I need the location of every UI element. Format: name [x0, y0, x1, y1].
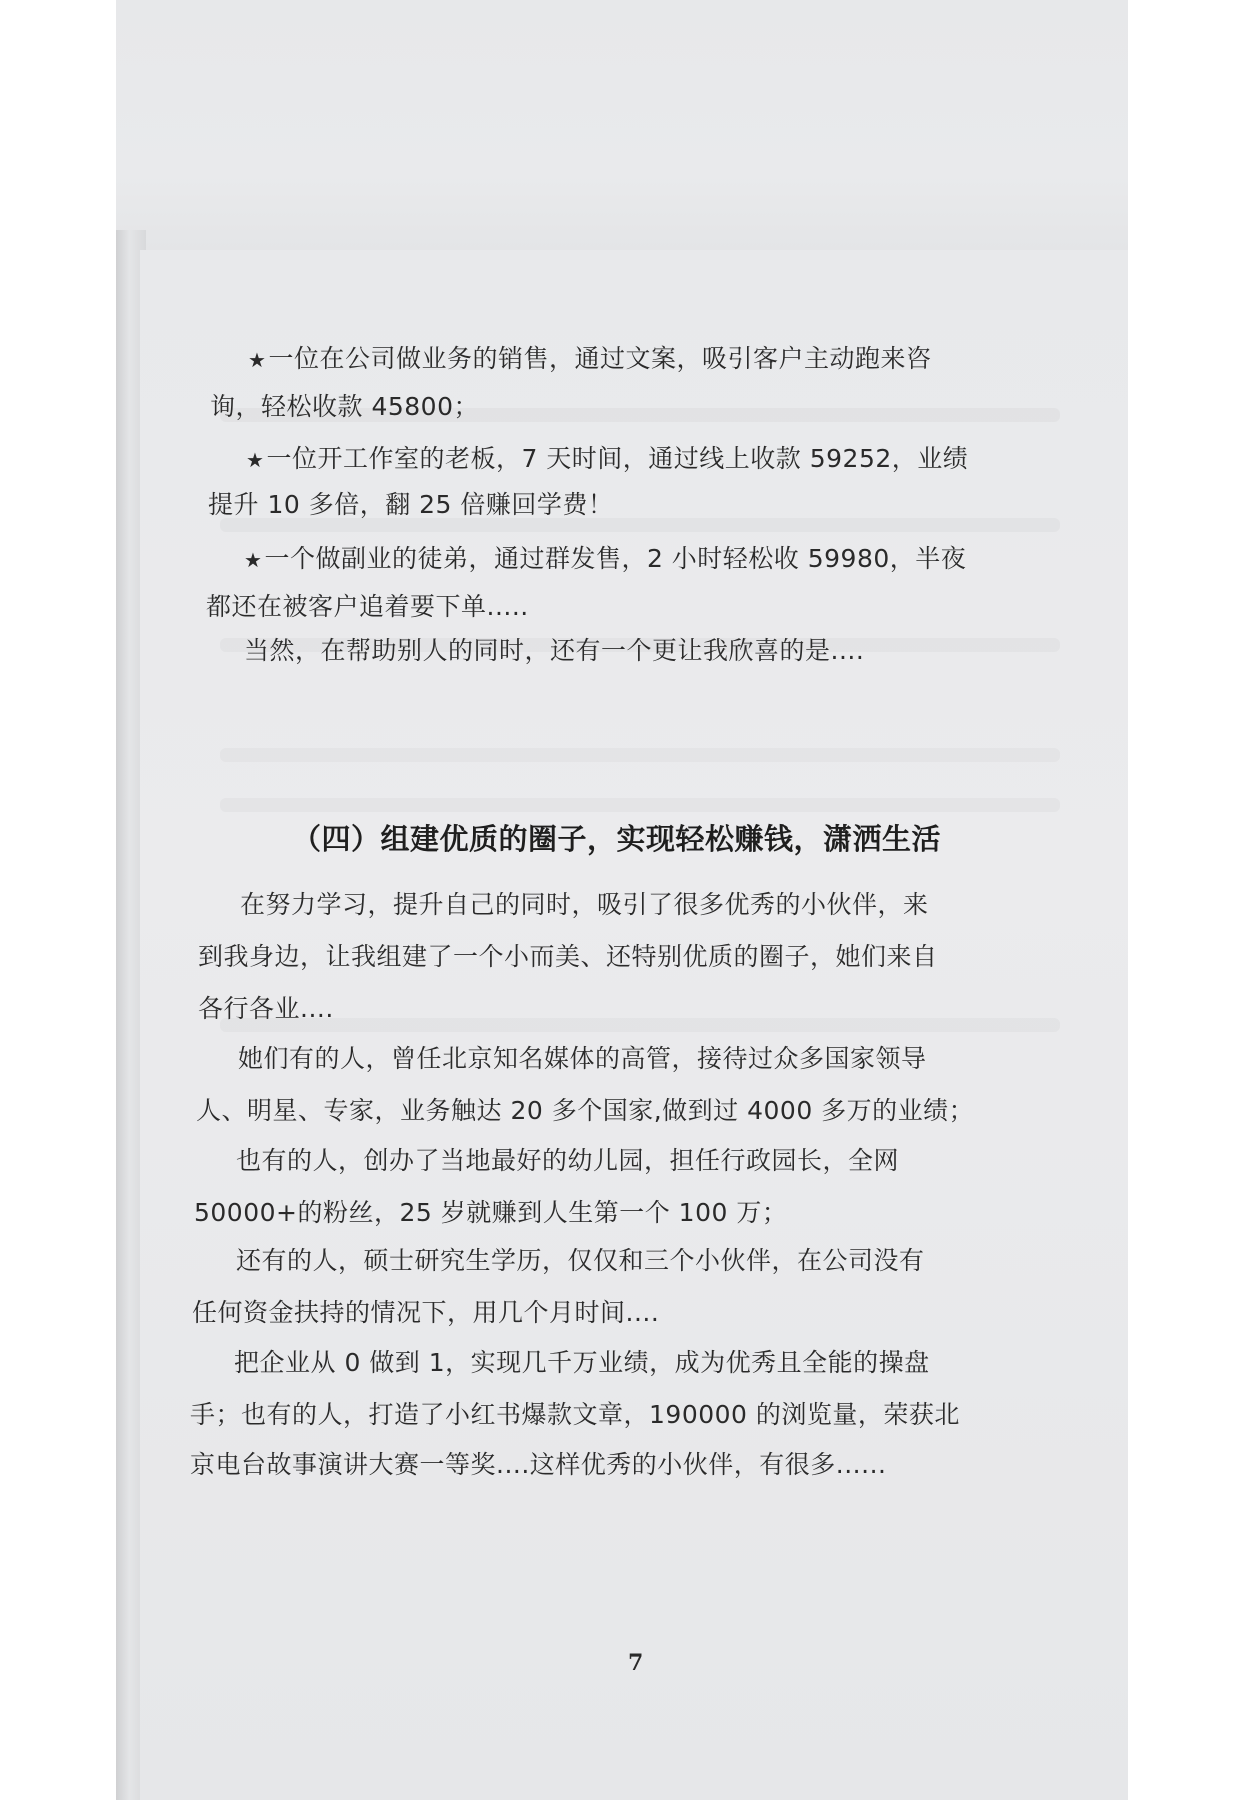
star-bullet: ★: [246, 448, 265, 472]
paragraph-line: 也有的人，创办了当地最好的幼儿园，担任行政园长，全网: [236, 1146, 900, 1175]
paragraph-line: 都还在被客户追着要下单.....: [206, 592, 529, 621]
star-bullet: ★: [244, 548, 263, 572]
paragraph-line: 任何资金扶持的情况下，用几个月时间....: [192, 1298, 660, 1327]
paragraph-line: 当然，在帮助别人的同时，还有一个更让我欣喜的是....: [244, 636, 865, 665]
paragraph-line: 把企业从 0 做到 1，实现几千万业绩，成为优秀且全能的操盘: [234, 1348, 930, 1377]
previous-page-background: [116, 0, 1128, 250]
paragraph-line: ★一个做副业的徒弟，通过群发售，2 小时轻松收 59980，半夜: [244, 544, 967, 573]
show-through-text: [220, 518, 1060, 532]
paragraph-line: 还有的人，硕士研究生学历，仅仅和三个小伙伴，在公司没有: [236, 1246, 925, 1275]
show-through-text: [220, 748, 1060, 762]
star-bullet: ★: [248, 348, 267, 372]
paragraph-line: 人、明星、专家，业务触达 20 多个国家,做到过 4000 多万的业绩；: [196, 1096, 975, 1125]
paragraph-line: 50000+的粉丝，25 岁就赚到人生第一个 100 万；: [194, 1198, 788, 1227]
show-through-text: [220, 798, 1060, 812]
paragraph-line: 手；也有的人，打造了小红书爆款文章，190000 的浏览量，荣获北: [190, 1400, 960, 1429]
paragraph-line: ★一位在公司做业务的销售，通过文案，吸引客户主动跑来咨: [248, 344, 932, 373]
paragraph-line: 提升 10 多倍，翻 25 倍赚回学费！: [208, 490, 614, 519]
paragraph-line: 京电台故事演讲大赛一等奖....这样优秀的小伙伴，有很多......: [190, 1450, 887, 1479]
paragraph-line: 到我身边，让我组建了一个小而美、还特别优质的圈子，她们来自: [198, 942, 938, 971]
paragraph-line: 询，轻松收款 45800；: [210, 392, 479, 421]
paragraph-line: 她们有的人，曾任北京知名媒体的高管，接待过众多国家领导: [238, 1044, 927, 1073]
paragraph-line: 在努力学习，提升自己的同时，吸引了很多优秀的小伙伴，来: [240, 890, 929, 919]
show-through-text: [220, 1018, 1060, 1032]
paragraph-line: 各行各业....: [198, 994, 334, 1023]
paragraph-line: ★一位开工作室的老板，7 天时间，通过线上收款 59252，业绩: [246, 444, 969, 473]
section-heading: （四）组建优质的圈子，实现轻松赚钱，潇洒生活: [292, 822, 942, 856]
page-number: 7: [628, 1650, 644, 1676]
page-text-area: [140, 250, 1128, 1800]
book-page: [140, 250, 1128, 1800]
